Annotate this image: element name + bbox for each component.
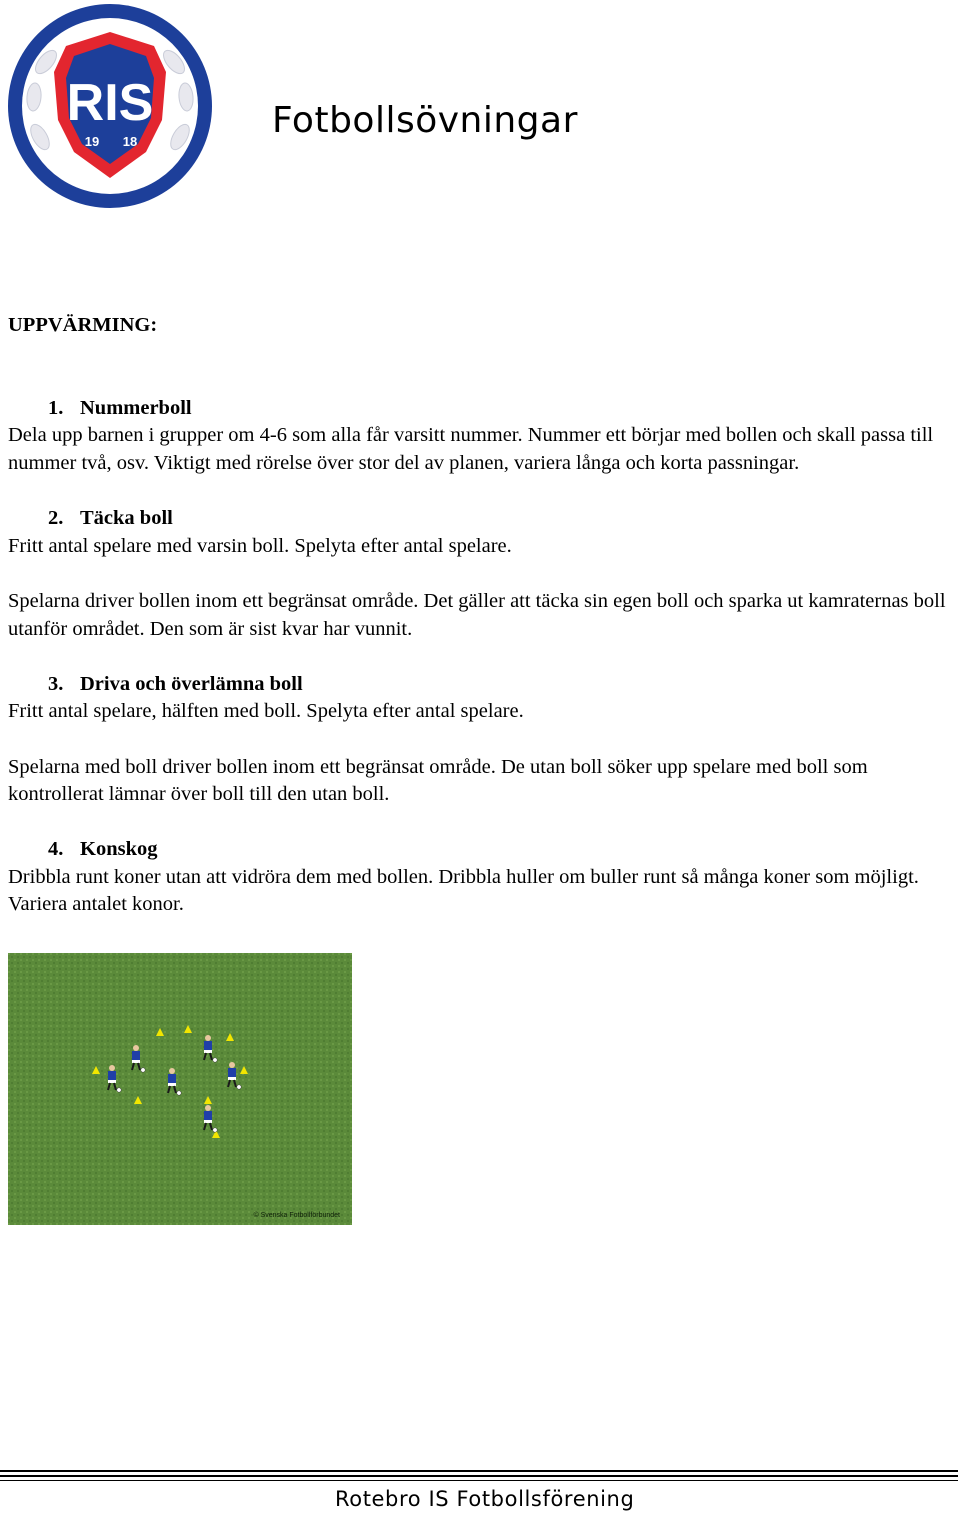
exercise-2-number: 2. — [48, 507, 64, 530]
exercise-1-text: Dela upp barnen i grupper om 4-6 som alla får varsitt nummer. Nummer ett börjar med bollen och skall passa till nummer två, osv. Viktigt med rörelse över stor del av planen, variera långa och korta passningar. — [8, 424, 934, 474]
logo-year-left: 19 — [84, 134, 100, 149]
exercise-2-title: Täcka boll — [80, 507, 173, 530]
drill-illustration — [8, 953, 352, 1225]
logo-letters: RIS — [66, 74, 154, 132]
club-crest-logo — [6, 2, 214, 210]
exercise-2-text-2: Spelarna driver bollen inom ett begränsat område. Det gäller att täcka sin egen boll och sparka ut kamraternas boll utanför området. Den som är sist kvar har vunnit. — [8, 589, 946, 640]
exercise-4-heading — [8, 836, 948, 864]
figure-credit: © Svenska Fotbollförbundet — [253, 1212, 340, 1219]
exercise-2-heading — [8, 505, 948, 533]
exercise-3-text-2: Spelarna med boll driver bollen inom ett begränsat område. De utan boll söker upp spelare med boll som kontrollerat lämnar över boll till den utan boll. — [8, 755, 868, 806]
exercise-3-number: 3. — [48, 672, 64, 695]
exercise-3-text-1: Fritt antal spelare, hälften med boll. Spelyta efter antal spelare. — [8, 700, 524, 723]
exercise-4-text: Dribbla runt koner utan att vidröra dem med bollen. Dribbla huller om buller runt så många koner som möjligt. Variera antalet konor. — [8, 865, 919, 916]
page-title: Fotbollsövningar — [272, 100, 578, 141]
pitch — [8, 953, 352, 1225]
exercise-1-title: Nummerboll — [80, 396, 192, 419]
exercise-2-text-1: Fritt antal spelare med varsin boll. Spelyta efter antal spelare. — [8, 534, 512, 557]
footer-rule — [0, 1470, 958, 1484]
exercise-1-heading — [8, 395, 948, 423]
exercise-1-number: 1. — [48, 396, 64, 419]
exercise-3-title: Driva och överlämna boll — [80, 672, 303, 695]
exercise-4-number: 4. — [48, 838, 64, 861]
logo-year-right: 18 — [122, 134, 138, 149]
exercise-4-title: Konskog — [80, 838, 158, 861]
section-heading: UPPVÄRMING: — [8, 314, 158, 336]
exercise-3-heading — [8, 671, 948, 699]
footer-text: Rotebro IS Fotbollsförening — [335, 1487, 635, 1511]
document-body — [8, 312, 948, 919]
